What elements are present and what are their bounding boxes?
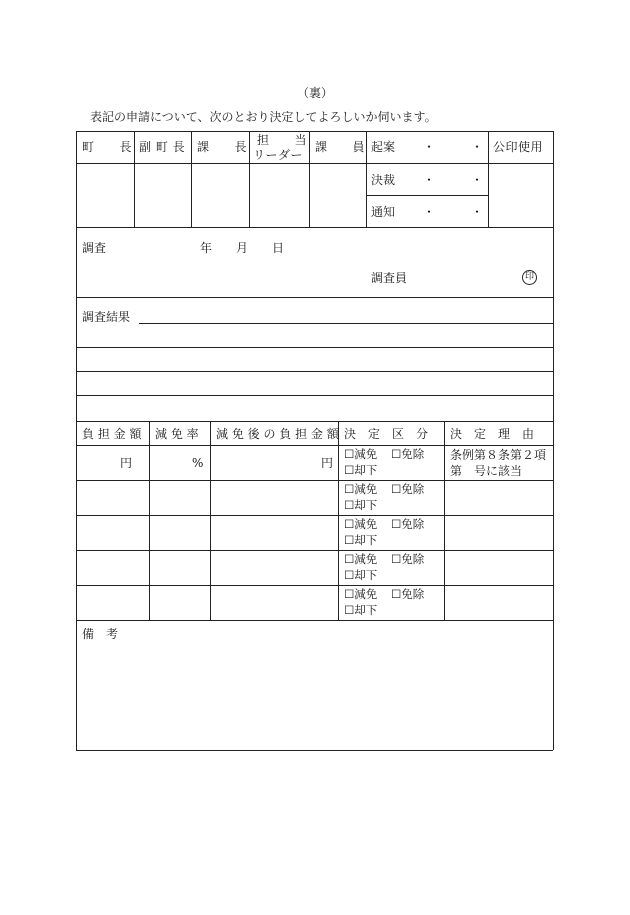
reason-line-1: 条例第８条第２項 [450,448,547,462]
option-rejection-4[interactable]: ☐却下 [344,568,378,582]
reason-line-2: 第 号に該当 [450,464,523,478]
header-after-amount: 減 免 後 の 負 担 金 額 [216,427,339,441]
header-burden-amount: 負 担 金 額 [82,427,142,441]
option-rejection-5[interactable]: ☐却下 [344,603,378,617]
remarks-label: 備 考 [82,627,119,641]
option-reduction-3[interactable]: ☐減免 [344,517,378,531]
option-rejection-1[interactable]: ☐却下 [344,463,378,477]
header-reduction-rate: 減 免 率 [155,427,199,441]
record-notice-label: 通知 [371,205,396,219]
investigator-label: 調査員 [371,271,408,285]
option-reduction-5[interactable]: ☐減免 [344,587,378,601]
option-exemption-3[interactable]: ☐免除 [391,517,425,531]
option-exemption-4[interactable]: ☐免除 [391,552,425,566]
record-draft-label: 起案 [371,140,396,154]
option-rejection-3[interactable]: ☐却下 [344,533,378,547]
role-staff: 課 員 [315,140,366,154]
option-reduction-4[interactable]: ☐減免 [344,552,378,566]
record-approval-date: ・ ・ [423,173,484,187]
option-exemption-2[interactable]: ☐免除 [391,482,425,496]
intro-text: 表記の申請について、次のとおり決定してよろしいか伺います。 [90,110,437,124]
option-exemption-5[interactable]: ☐免除 [391,587,425,601]
option-rejection-2[interactable]: ☐却下 [344,498,378,512]
result-label: 調査結果 [82,310,131,324]
record-draft-date: ・ ・ [423,140,484,154]
unit-rate: % [192,456,204,470]
seal-use-label: 公印使用 [493,140,544,154]
role-in-charge: 担 当 [257,133,308,147]
investigation-date: 年 月 日 [200,241,285,255]
role-deputy-mayor: 副 町 長 [139,140,186,154]
seal-mark: 印 [522,270,537,285]
option-exemption-1[interactable]: ☐免除 [391,447,425,461]
header-decision-reason: 決 定 理 由 [450,427,535,441]
record-notice-date: ・ ・ [423,205,484,219]
role-section-chief: 課 長 [197,140,248,154]
option-reduction-2[interactable]: ☐減免 [344,482,378,496]
page-side-label: （裏） [296,86,333,100]
header-decision-category: 決 定 区 分 [344,427,429,441]
unit-after-amount: 円 [321,456,334,470]
option-reduction-1[interactable]: ☐減免 [344,447,378,461]
role-mayor: 町 長 [82,140,133,154]
role-leader: リーダー [253,148,304,162]
record-approval-label: 決裁 [371,173,396,187]
unit-amount: 円 [120,456,133,470]
investigation-label: 調査 [82,241,107,255]
